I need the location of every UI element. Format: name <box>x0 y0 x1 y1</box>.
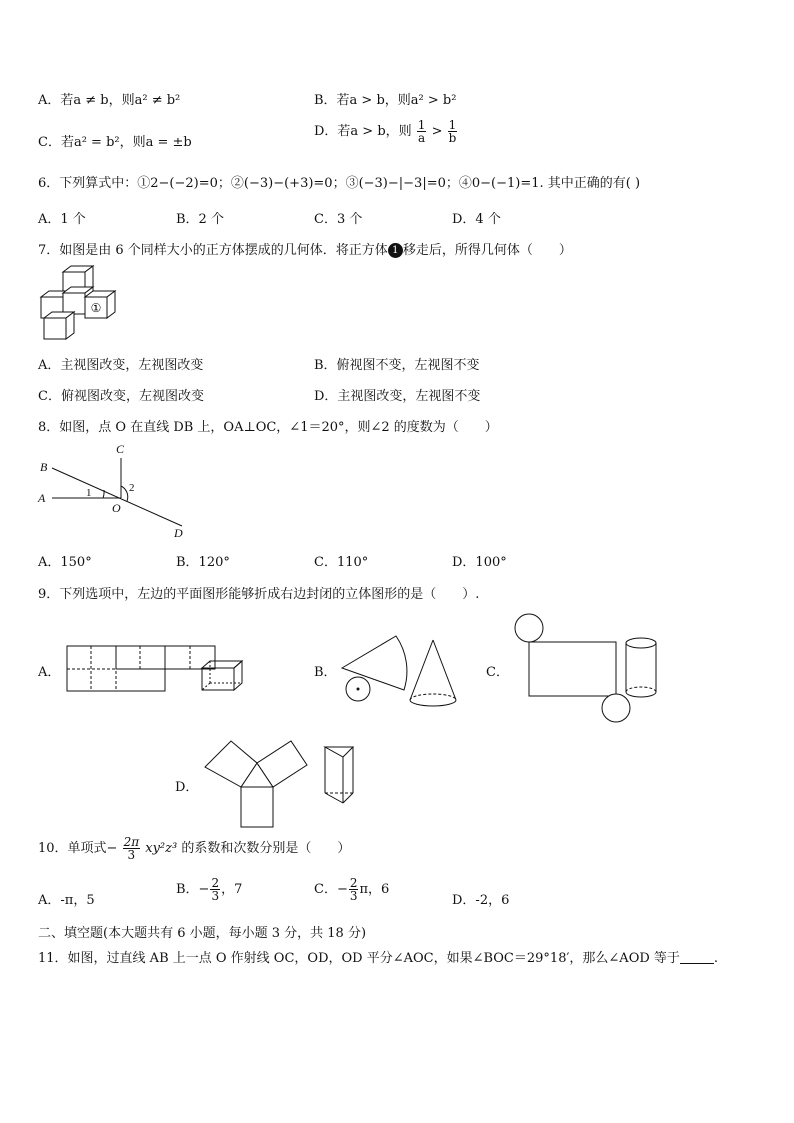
answer-blank[interactable] <box>680 951 714 964</box>
q8-angle-figure <box>30 440 200 540</box>
q6-option-a: A．1 个 <box>38 212 86 227</box>
q7-figure-mark: ① <box>90 301 102 315</box>
q7-option-a: A．主视图改变，左视图改变 <box>38 358 204 373</box>
q7-option-b: B．俯视图不变，左视图不变 <box>314 358 480 373</box>
q5-option-d <box>314 119 458 144</box>
q5-option-b: B．若a > b，则a² > b² <box>314 93 457 108</box>
q9-option-c-figure <box>512 612 662 724</box>
q10-stem <box>38 836 350 861</box>
q9-stem: 9．下列选项中，左边的平面图形能够折成右边封闭的立体图形的是（ ）. <box>38 587 480 602</box>
q10-stem-text: 10．单项式− <box>38 841 118 856</box>
cylinder-net-top-circle <box>515 614 543 642</box>
section-heading-fill-in: 二、填空题(本大题共有 6 小题，每小题 3 分，共 18 分) <box>38 926 367 941</box>
cone-right-side <box>433 640 456 700</box>
q10-stem-tail: 的系数和次数分别是（ ） <box>181 841 351 856</box>
cylinder-top <box>626 638 656 648</box>
label-d: D <box>174 526 183 540</box>
q9-option-a-label: A． <box>38 665 61 680</box>
q7-option-c: C．俯视图改变，左视图改变 <box>38 389 204 404</box>
circled-number-1: 1 <box>388 243 403 258</box>
q5-option-a: A．若a ≠ b，则a² ≠ b² <box>38 93 181 108</box>
label-angle-2: 2 <box>129 482 135 494</box>
cylinder-net-rectangle <box>529 642 616 696</box>
q5-option-d-text: D．若a > b，则 <box>314 124 412 139</box>
q11-stem-text: 11．如图，过直线 AB 上一点 O 作射线 OC，OD，OD 平分∠AOC，如果∠BOC＝29°18′，那么∠AOD 等于 <box>38 951 680 966</box>
q9-option-b-figure <box>338 630 468 710</box>
q6-option-b: B．2 个 <box>176 212 224 227</box>
fraction-2-over-3: $\frac{2}{3}$ <box>349 876 358 903</box>
q7-stem <box>38 239 572 258</box>
label-c: C <box>116 442 125 456</box>
q6-option-d: D．4 个 <box>452 212 501 227</box>
label-b: B <box>40 460 48 474</box>
q9-option-d-label: D． <box>175 780 199 795</box>
fraction-2-over-3: $\frac{2}{3}$ <box>211 876 220 903</box>
q7-stem-tail: 移走后，所得几何体（ ） <box>402 243 572 258</box>
q9-option-c-label: C． <box>486 665 509 680</box>
triangular-prism-figure <box>325 747 353 803</box>
q9-option-d-figure <box>203 735 383 830</box>
q6-stem: 6．下列算式中：①2−(−2)=0；②(−3)−(+3)=0；③(−3)−|−3|=0；④0−(−1)=1. 其中正确的有( ) <box>38 176 641 191</box>
q8-option-a: A．150° <box>38 555 92 570</box>
fraction-1-over-b: $\frac{1}{b}$ <box>448 118 457 145</box>
cylinder-net-bottom-circle <box>602 694 630 722</box>
q10-monomial: xy²z³ <box>145 841 178 856</box>
q9-option-a-figure <box>66 645 256 695</box>
q10-option-d: D．-2，6 <box>452 893 510 908</box>
q10-option-b: B．− $\frac{2}{3}$ ，7 <box>176 876 243 903</box>
q10-option-a: A．-π，5 <box>38 893 95 908</box>
q7-cube-figure <box>38 264 120 346</box>
label-a: A <box>38 491 46 505</box>
prism-net-bottom-rect <box>241 787 273 827</box>
label-o: O <box>112 501 121 515</box>
q11-stem: 11．如图，过直线 AB 上一点 O 作射线 OC，OD，OD 平分∠AOC，如果∠BOC＝29°18′，那么∠AOD 等于 . <box>38 951 719 966</box>
q8-stem: 8．如图，点 O 在直线 DB 上，OA⊥OC，∠1＝20°，则∠2 的度数为（ ） <box>38 420 498 435</box>
q7-option-d: D．主视图改变，左视图不变 <box>314 389 481 404</box>
line-bd <box>52 468 182 526</box>
fraction-1-over-a: $\frac{1}{a}$ <box>417 118 426 145</box>
q8-option-c: C．110° <box>314 555 369 570</box>
q10-fraction: $\frac{2\pi}{3}$ <box>123 835 140 862</box>
q10-option-c: C．− $\frac{2}{3}$ π，6 <box>314 876 390 903</box>
gt-sign: > <box>431 124 443 139</box>
q9-option-b-label: B． <box>314 665 337 680</box>
q5-option-c: C．若a² = b²，则a = ±b <box>38 135 192 150</box>
cone-left-side <box>410 640 433 700</box>
q8-option-b: B．120° <box>176 555 230 570</box>
q8-option-d: D．100° <box>452 555 507 570</box>
q7-stem-text: 7．如图是由 6 个同样大小的正方体摆成的几何体．将正方体 <box>38 243 388 258</box>
label-angle-1: 1 <box>86 487 92 499</box>
q6-option-c: C．3 个 <box>314 212 363 227</box>
